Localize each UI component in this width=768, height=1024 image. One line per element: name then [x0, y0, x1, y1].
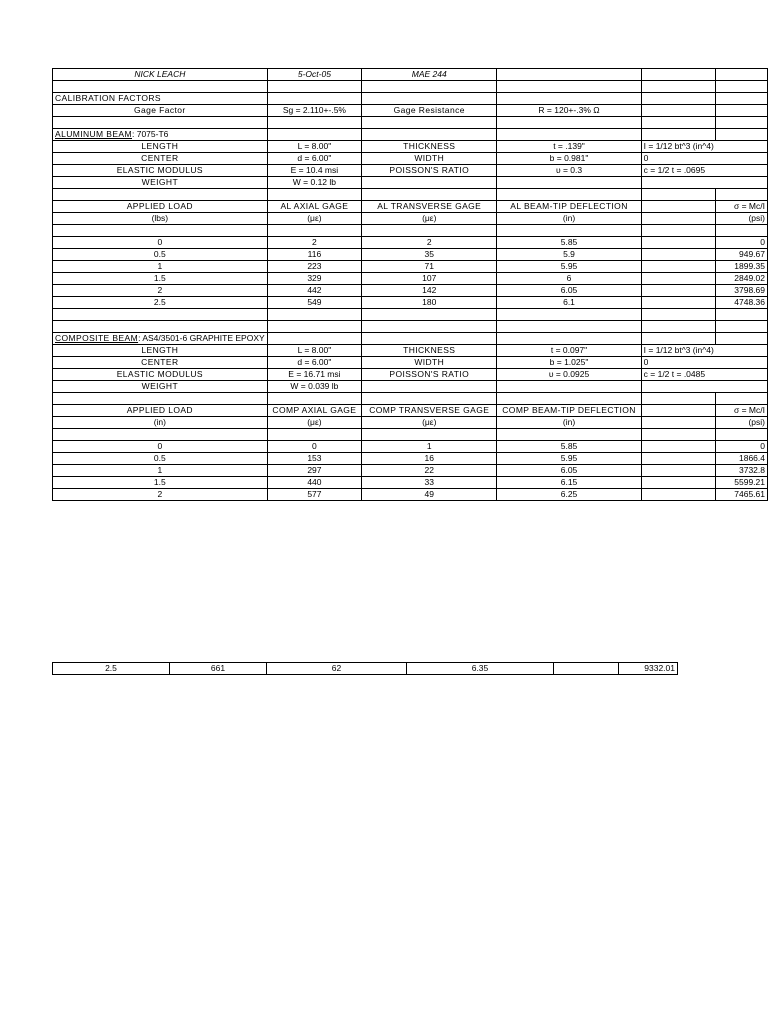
empty-cell: [53, 429, 268, 441]
property-label: ELASTIC MODULUS: [53, 369, 268, 381]
empty-cell: [641, 453, 716, 465]
load-cell: 2.5: [53, 297, 268, 309]
stress-cell: 7465.61: [716, 489, 768, 501]
load-cell: 2.5: [53, 663, 170, 675]
property-value: W = 0.12 lb: [267, 177, 361, 189]
table-row: [53, 453, 768, 465]
gage-factor-label: Gage Factor: [53, 105, 268, 117]
empty-cell: [267, 429, 361, 441]
unit-label: (με): [362, 417, 497, 429]
property-value: L = 8.00": [267, 345, 361, 357]
formula-note: 0: [641, 357, 716, 369]
load-cell: 2: [53, 489, 268, 501]
stress-header: σ = Mc/I: [716, 405, 768, 417]
transverse-cell: 142: [362, 285, 497, 297]
overflow-sheet: [52, 662, 678, 675]
load-cell: 0: [53, 441, 268, 453]
unit-label: (με): [362, 213, 497, 225]
stress-cell: 949.67: [716, 249, 768, 261]
axial-cell: 116: [267, 249, 361, 261]
deflection-header: COMP BEAM-TIP DEFLECTION: [497, 405, 641, 417]
composite-material: : AS4/3501-6 GRAPHITE EPOXY: [138, 333, 265, 343]
spacer-row: [53, 225, 768, 237]
composite-column-header-row: [53, 405, 768, 417]
property-label: THICKNESS: [362, 141, 497, 153]
aluminum-title-row: [53, 129, 768, 141]
property-label: WEIGHT: [53, 177, 268, 189]
deflection-cell: 6.1: [497, 297, 641, 309]
axial-cell: 297: [267, 465, 361, 477]
gage-resistance-label: Gage Resistance: [362, 105, 497, 117]
stress-cell: 3732.8: [716, 465, 768, 477]
stress-cell: 2849.02: [716, 273, 768, 285]
spacer-row: [53, 429, 768, 441]
empty-cell: [716, 321, 768, 333]
load-cell: 1: [53, 261, 268, 273]
calibration-title: CALIBRATION FACTORS: [53, 93, 268, 105]
deflection-cell: 6.05: [497, 285, 641, 297]
deflection-cell: 6.05: [497, 465, 641, 477]
sheet-body: [53, 69, 768, 501]
aluminum-material: : 7075-T6: [132, 129, 169, 139]
composite-property-row: [53, 381, 768, 393]
empty-cell: [641, 297, 716, 309]
transverse-cell: 62: [267, 663, 407, 675]
empty-cell: [497, 309, 641, 321]
transverse-cell: 35: [362, 249, 497, 261]
empty-cell: [641, 477, 716, 489]
property-value: E = 10.4 msi: [267, 165, 361, 177]
unit-label: (in): [53, 417, 268, 429]
axial-cell: 329: [267, 273, 361, 285]
table-row: [53, 441, 768, 453]
empty-cell: [641, 429, 716, 441]
load-cell: 0: [53, 237, 268, 249]
table-row: [53, 249, 768, 261]
property-value: L = 8.00": [267, 141, 361, 153]
empty-cell: [497, 333, 641, 345]
deflection-cell: 5.95: [497, 453, 641, 465]
empty-cell: [267, 189, 361, 201]
empty-cell: [497, 321, 641, 333]
empty-cell: [641, 489, 716, 501]
empty-cell: [641, 321, 716, 333]
header-row: [53, 69, 768, 81]
deflection-cell: 5.95: [497, 261, 641, 273]
empty-cell: [716, 189, 768, 201]
empty-cell: [362, 225, 497, 237]
empty-cell: [641, 285, 716, 297]
property-label: CENTER: [53, 153, 268, 165]
load-cell: 1.5: [53, 477, 268, 489]
stress-cell: 0: [716, 237, 768, 249]
report-date: 5-Oct-05: [267, 69, 361, 81]
author-name: NICK LEACH: [53, 69, 268, 81]
table-row: [53, 285, 768, 297]
property-label: POISSON'S RATIO: [362, 369, 497, 381]
empty-cell: [641, 189, 716, 201]
transverse-cell: 2: [362, 237, 497, 249]
table-row: [53, 237, 768, 249]
transverse-cell: 1: [362, 441, 497, 453]
empty-cell: [497, 189, 641, 201]
empty-cell: [641, 417, 716, 429]
unit-label: (με): [267, 417, 361, 429]
transverse-gage-header: AL TRANSVERSE GAGE: [362, 201, 497, 213]
empty-cell: [716, 393, 768, 405]
deflection-cell: 5.85: [497, 237, 641, 249]
empty-cell: [716, 369, 768, 381]
composite-beam-title: COMPOSITE BEAM: [55, 333, 139, 343]
load-cell: 1.5: [53, 273, 268, 285]
formula-note: c = 1/2 t = .0485: [641, 369, 716, 381]
formula-note: [641, 381, 716, 393]
empty-cell: [497, 225, 641, 237]
table-row: [53, 273, 768, 285]
axial-gage-header: COMP AXIAL GAGE: [267, 405, 361, 417]
stress-header: σ = Mc/I: [716, 201, 768, 213]
property-value: t = 0.097": [497, 345, 641, 357]
gage-resistance-value: R = 120+-.3% Ω: [497, 105, 641, 117]
empty-cell: [362, 309, 497, 321]
transverse-cell: 180: [362, 297, 497, 309]
empty-cell: [641, 261, 716, 273]
composite-title-row: [53, 333, 768, 345]
table-row: [53, 297, 768, 309]
empty-cell: [641, 393, 716, 405]
axial-cell: 0: [267, 441, 361, 453]
empty-cell: [497, 69, 641, 81]
empty-cell: [641, 273, 716, 285]
empty-cell: [267, 321, 361, 333]
empty-cell: [716, 177, 768, 189]
empty-cell: [267, 393, 361, 405]
empty-cell: [716, 345, 768, 357]
empty-cell: [641, 309, 716, 321]
property-label: LENGTH: [53, 141, 268, 153]
property-value: d = 6.00": [267, 357, 361, 369]
unit-label: (in): [497, 213, 641, 225]
formula-note: c = 1/2 t = .0695: [641, 165, 716, 177]
stress-cell: 1899.35: [716, 261, 768, 273]
empty-cell: [267, 309, 361, 321]
empty-cell: [716, 309, 768, 321]
stress-cell: 5599.21: [716, 477, 768, 489]
property-label: LENGTH: [53, 345, 268, 357]
property-value: W = 0.039 lb: [267, 381, 361, 393]
transverse-cell: 22: [362, 465, 497, 477]
unit-label: (psi): [716, 417, 768, 429]
aluminum-property-row: [53, 177, 768, 189]
composite-property-row: [53, 357, 768, 369]
main-sheet: [52, 68, 768, 501]
property-label: WIDTH: [362, 153, 497, 165]
formula-note: [641, 177, 716, 189]
empty-cell: [641, 333, 716, 345]
axial-cell: 549: [267, 297, 361, 309]
unit-label: (psi): [716, 213, 768, 225]
empty-cell: [267, 333, 361, 345]
empty-cell: [362, 189, 497, 201]
spacer-row: [53, 81, 768, 93]
composite-property-row: [53, 369, 768, 381]
formula-note: I = 1/12 bt^3 (in^4): [641, 345, 716, 357]
axial-cell: 153: [267, 453, 361, 465]
property-value: [497, 177, 641, 189]
empty-cell: [641, 237, 716, 249]
formula-note: I = 1/12 bt^3 (in^4): [641, 141, 716, 153]
calibration-title-row: [53, 93, 768, 105]
property-label: ELASTIC MODULUS: [53, 165, 268, 177]
property-value: b = 1.025": [497, 357, 641, 369]
stress-cell: 4748.36: [716, 297, 768, 309]
empty-cell: [53, 189, 268, 201]
deflection-cell: 5.85: [497, 441, 641, 453]
table-row: [53, 261, 768, 273]
deflection-cell: 5.9: [497, 249, 641, 261]
property-label: THICKNESS: [362, 345, 497, 357]
transverse-cell: 71: [362, 261, 497, 273]
empty-cell: [53, 225, 268, 237]
empty-cell: [641, 213, 716, 225]
empty-cell: [362, 429, 497, 441]
aluminum-column-header-row: [53, 201, 768, 213]
composite-title-cell: [53, 333, 268, 345]
load-cell: 1: [53, 465, 268, 477]
deflection-cell: 6.35: [407, 663, 554, 675]
deflection-cell: 6.25: [497, 489, 641, 501]
property-value: [497, 381, 641, 393]
spacer-row: [53, 393, 768, 405]
empty-cell: [716, 381, 768, 393]
property-value: υ = 0.0925: [497, 369, 641, 381]
transverse-cell: 107: [362, 273, 497, 285]
property-value: d = 6.00": [267, 153, 361, 165]
load-cell: 0.5: [53, 249, 268, 261]
gage-factor-value: Sg = 2.110+-.5%: [267, 105, 361, 117]
aluminum-property-row: [53, 153, 768, 165]
aluminum-property-row: [53, 141, 768, 153]
empty-cell: [554, 663, 619, 675]
empty-cell: [641, 69, 716, 81]
aluminum-property-row: [53, 165, 768, 177]
aluminum-units-row: [53, 213, 768, 225]
empty-cell: [641, 201, 716, 213]
deflection-cell: 6.15: [497, 477, 641, 489]
empty-cell: [716, 357, 768, 369]
property-label: WEIGHT: [53, 381, 268, 393]
empty-cell: [362, 321, 497, 333]
load-cell: 0.5: [53, 453, 268, 465]
empty-cell: [53, 321, 268, 333]
axial-cell: 577: [267, 489, 361, 501]
empty-cell: [716, 153, 768, 165]
empty-cell: [716, 429, 768, 441]
property-label: WIDTH: [362, 357, 497, 369]
spacer-row: [53, 321, 768, 333]
unit-label: (με): [267, 213, 361, 225]
transverse-cell: 33: [362, 477, 497, 489]
load-cell: 2: [53, 285, 268, 297]
stress-cell: 3798.69: [716, 285, 768, 297]
empty-cell: [53, 393, 268, 405]
table-row: [53, 465, 768, 477]
empty-cell: [641, 465, 716, 477]
stress-cell: 1866.4: [716, 453, 768, 465]
spacer-row: [53, 189, 768, 201]
unit-label: (in): [497, 417, 641, 429]
composite-property-row: [53, 345, 768, 357]
empty-cell: [497, 393, 641, 405]
empty-cell: [641, 225, 716, 237]
table-row: [53, 489, 768, 501]
property-value: υ = 0.3: [497, 165, 641, 177]
empty-cell: [641, 441, 716, 453]
axial-cell: 2: [267, 237, 361, 249]
property-label: [362, 381, 497, 393]
unit-label: (lbs): [53, 213, 268, 225]
course-code: MAE 244: [362, 69, 497, 81]
property-value: E = 16.71 msi: [267, 369, 361, 381]
property-value: t = .139": [497, 141, 641, 153]
axial-cell: 223: [267, 261, 361, 273]
spacer-row: [53, 309, 768, 321]
empty-cell: [716, 69, 768, 81]
empty-cell: [716, 165, 768, 177]
axial-cell: 661: [170, 663, 267, 675]
transverse-gage-header: COMP TRANSVERSE GAGE: [362, 405, 497, 417]
empty-cell: [716, 225, 768, 237]
empty-cell: [641, 249, 716, 261]
empty-cell: [497, 429, 641, 441]
composite-overflow-row: [53, 663, 678, 675]
empty-cell: [267, 225, 361, 237]
load-header: APPLIED LOAD: [53, 201, 268, 213]
calibration-row: [53, 105, 768, 117]
aluminum-beam-title: ALUMINUM BEAM: [55, 129, 132, 139]
empty-cell: [362, 393, 497, 405]
property-label: CENTER: [53, 357, 268, 369]
empty-cell: [362, 333, 497, 345]
table-row: [53, 477, 768, 489]
axial-cell: 440: [267, 477, 361, 489]
aluminum-title-cell: [53, 129, 268, 141]
empty-cell: [716, 333, 768, 345]
transverse-cell: 49: [362, 489, 497, 501]
axial-cell: 442: [267, 285, 361, 297]
load-header: APPLIED LOAD: [53, 405, 268, 417]
formula-note: 0: [641, 153, 716, 165]
transverse-cell: 16: [362, 453, 497, 465]
composite-units-row: [53, 417, 768, 429]
axial-gage-header: AL AXIAL GAGE: [267, 201, 361, 213]
deflection-header: AL BEAM-TIP DEFLECTION: [497, 201, 641, 213]
property-value: b = 0.981": [497, 153, 641, 165]
stress-cell: 0: [716, 441, 768, 453]
spacer-row: [53, 117, 768, 129]
deflection-cell: 6: [497, 273, 641, 285]
stress-cell: 9332.01: [619, 663, 678, 675]
empty-cell: [53, 309, 268, 321]
empty-cell: [641, 405, 716, 417]
property-label: POISSON'S RATIO: [362, 165, 497, 177]
property-label: [362, 177, 497, 189]
empty-cell: [716, 141, 768, 153]
